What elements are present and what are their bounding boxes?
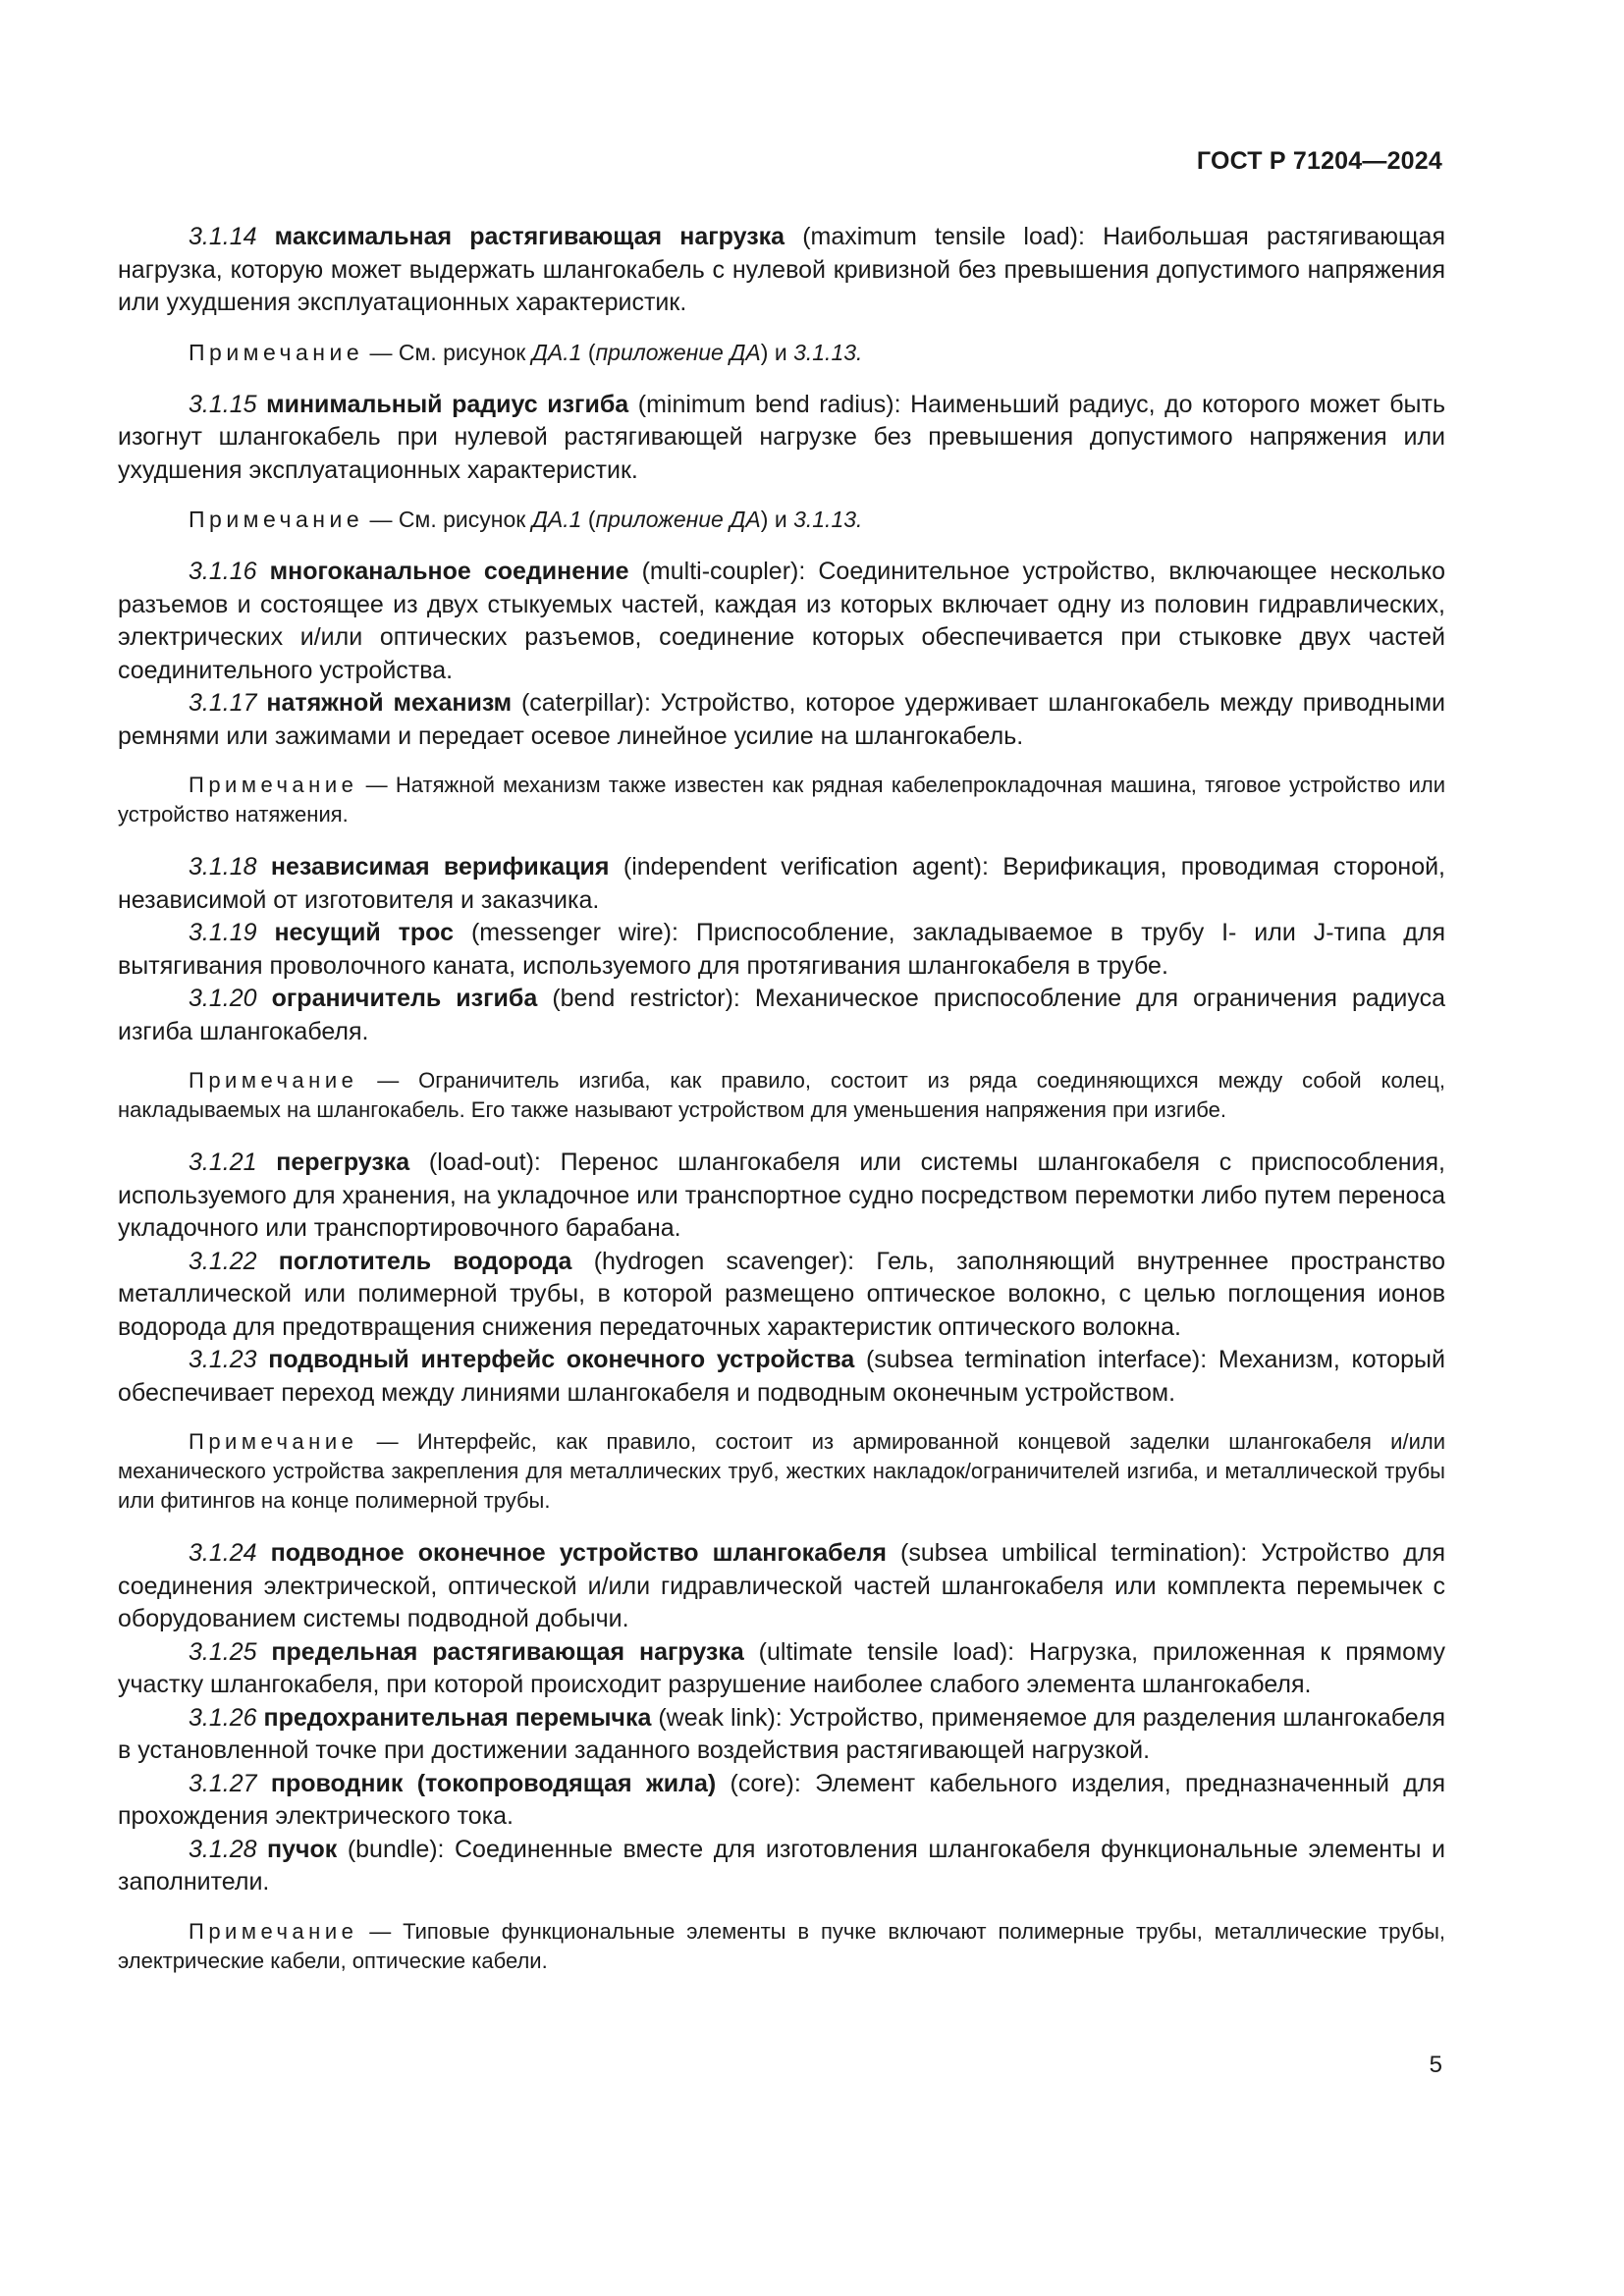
- term-3-1-19: [118, 917, 1445, 983]
- note-text: ) и: [760, 339, 794, 365]
- term-definition: (bend restrictor): Механическое приспособление для ограничения радиуса изгиба шлангокабеля.: [118, 985, 1445, 1045]
- term-number: 3.1.25: [189, 1637, 257, 1666]
- note-dash: —: [357, 1429, 417, 1454]
- note-label: Примечание: [189, 1068, 358, 1093]
- term-number: 3.1.17: [189, 689, 257, 717]
- note-label: Примечание: [189, 507, 364, 532]
- term-name: предельная растягивающая нагрузка: [271, 1637, 744, 1666]
- term-number: 3.1.27: [189, 1769, 257, 1797]
- term-number: 3.1.19: [189, 919, 257, 946]
- term-number: 3.1.15: [189, 390, 257, 418]
- term-number: 3.1.28: [189, 1835, 257, 1863]
- note-text: (: [581, 339, 596, 365]
- term-definition: (hydrogen scavenger): Гель, заполняющий внутреннее пространство металлической или полимерной трубы, в которой размещено оптическое волокно, с целью поглощения ионов водорода для предотвращения снижения передаточных характеристик оптического волокна.: [118, 1247, 1445, 1341]
- note-dash: —: [363, 339, 399, 365]
- term-3-1-15: [118, 389, 1445, 488]
- term-number: 3.1.22: [189, 1247, 257, 1275]
- term-name: поглотитель водорода: [278, 1247, 572, 1275]
- note-dash: —: [357, 1918, 404, 1944]
- term-definition: (caterpillar): Устройство, которое удерживает шлангокабель между приводными ремнями или зажимами и передает осевое линейное усилие на шлангокабель.: [118, 689, 1445, 750]
- clause-reference: 3.1.13.: [793, 507, 863, 532]
- term-3-1-14: [118, 221, 1445, 320]
- annex-reference: приложение ДА: [595, 507, 761, 532]
- note-text: Натяжной механизм также известен как рядная кабелепрокладочная машина, тяговое устройство или устройство натяжения.: [118, 773, 1446, 827]
- term-definition: (maximum tensile load): Наибольшая растягивающая нагрузка, которую может выдержать шлангокабель с нулевой кривизной без превышения допустимого напряжения или ухудшения эксплуатационных характеристик.: [118, 223, 1445, 316]
- term-name: подводный интерфейс оконечного устройства: [268, 1346, 855, 1373]
- term-definition: (weak link): Устройство, применяемое для разделения шлангокабеля в установленной точке при достижении заданного воздействия растягивающей нагрузкой.: [118, 1703, 1446, 1764]
- clause-reference: 3.1.13.: [793, 339, 863, 365]
- note-3-1-17: [118, 771, 1445, 829]
- note-text: Ограничитель изгиба, как правило, состоит из ряда соединяющихся между собой колец, накладываемых на шлангокабель. Его также называют устройством для уменьшения напряжения при изгибе.: [118, 1068, 1445, 1122]
- note-3-1-15: [118, 505, 1445, 534]
- term-number: 3.1.24: [189, 1539, 257, 1567]
- term-number: 3.1.20: [189, 985, 257, 1012]
- term-3-1-17: [118, 687, 1445, 753]
- term-name: ограничитель изгиба: [271, 985, 538, 1012]
- term-name: несущий трос: [274, 919, 455, 946]
- term-number: 3.1.26: [189, 1703, 257, 1732]
- term-definition: (messenger wire): Приспособление, закладываемое в трубу I- или J-типа для вытягивания проволочного каната, используемого для протягивания шлангокабеля в трубе.: [118, 919, 1446, 980]
- term-number: 3.1.18: [189, 853, 257, 881]
- term-number: 3.1.21: [189, 1148, 257, 1176]
- note-3-1-28: [118, 1917, 1445, 1976]
- term-3-1-21: [118, 1147, 1445, 1246]
- term-number: 3.1.23: [189, 1346, 257, 1373]
- term-name: натяжной механизм: [266, 689, 513, 717]
- term-name: многоканальное соединение: [269, 558, 629, 585]
- note-text: Интерфейс, как правило, состоит из армированной концевой заделки шлангокабеля и/или механического устройства закрепления для металлических труб, жестких накладок/ограничителей изгиба, и металлической трубы или фитингов на конце полимерной трубы.: [118, 1429, 1445, 1513]
- term-definition: (subsea umbilical termination): Устройство для соединения электрической, оптической и/или гидравлической частей шлангокабеля или комплекта перемычек с оборудованием системы подводной добычи.: [118, 1539, 1445, 1632]
- note-dash: —: [363, 507, 399, 532]
- term-3-1-25: [118, 1636, 1445, 1702]
- term-3-1-24: [118, 1537, 1445, 1636]
- term-definition: (independent verification agent): Верификация, проводимая стороной, независимой от изготовителя и заказчика.: [118, 853, 1446, 914]
- term-3-1-20: [118, 983, 1445, 1048]
- note-3-1-23: [118, 1427, 1445, 1516]
- page-number: 5: [1429, 2052, 1442, 2078]
- note-text: Типовые функциональные элементы в пучке включают полимерные трубы, металлические трубы, электрические кабели, оптические кабели.: [118, 1918, 1445, 1973]
- note-label: Примечание: [189, 1918, 358, 1944]
- term-3-1-22: [118, 1246, 1445, 1345]
- term-definition: (ultimate tensile load): Нагрузка, приложенная к прямому участку шлангокабеля, при которой происходит разрушение наиболее слабого элемента шлангокабеля.: [118, 1637, 1445, 1698]
- term-3-1-23: [118, 1344, 1445, 1410]
- annex-reference: приложение ДА: [595, 339, 761, 365]
- note-label: Примечание: [189, 1429, 358, 1454]
- term-name: независимая верификация: [270, 853, 610, 881]
- term-definition: (minimum bend radius): Наименьший радиус, до которого может быть изогнут шлангокабель при нулевой растягивающей нагрузке без превышения допустимого напряжения или ухудшения эксплуатационных характеристик.: [118, 390, 1445, 484]
- term-name: проводник (токопроводящая жила): [270, 1769, 717, 1797]
- term-definition: (core): Элемент кабельного изделия, предназначенный для прохождения электрического тока.: [118, 1769, 1445, 1830]
- note-text: ) и: [760, 507, 794, 532]
- note-dash: —: [357, 773, 396, 797]
- term-3-1-18: [118, 851, 1445, 917]
- term-definition: (subsea termination interface): Механизм, который обеспечивает переход между линиями шлангокабеля и подводным оконечным устройством.: [118, 1346, 1445, 1407]
- term-definition: (multi-coupler): Соединительное устройство, включающее несколько разъемов и состоящее из двух стыкуемых частей, каждая из которых включает одну из половин гидравлических, электрических и/или оптических разъемов, соединение которых обеспечивается при стыковке двух частей соединительного устройства.: [118, 558, 1445, 684]
- term-name: перегрузка: [276, 1148, 410, 1176]
- term-definition: (load-out): Перенос шлангокабеля или системы шлангокабеля с приспособления, используемого для хранения, на укладочное или транспортное судно посредством перемотки либо путем переноса укладочного или транспортировочного барабана.: [118, 1148, 1445, 1242]
- term-number: 3.1.14: [189, 223, 257, 250]
- figure-reference: ДА.1: [531, 339, 582, 365]
- term-number: 3.1.16: [189, 558, 257, 585]
- note-3-1-20: [118, 1066, 1445, 1125]
- note-text: (: [581, 507, 596, 532]
- figure-reference: ДА.1: [531, 507, 582, 532]
- term-3-1-16: [118, 556, 1445, 687]
- term-definition: (bundle): Соединенные вместе для изготовления шлангокабеля функциональные элементы и заполнители.: [118, 1835, 1445, 1896]
- document-body: [118, 221, 1445, 1976]
- term-3-1-26: [118, 1702, 1445, 1768]
- document-code-header: ГОСТ Р 71204—2024: [1196, 147, 1442, 175]
- note-3-1-14: [118, 338, 1445, 367]
- term-3-1-27: [118, 1768, 1445, 1834]
- term-name: максимальная растягивающая нагрузка: [274, 223, 785, 250]
- term-3-1-28: [118, 1834, 1445, 1899]
- note-text: См. рисунок: [398, 339, 532, 365]
- note-label: Примечание: [189, 339, 364, 365]
- note-label: Примечание: [189, 773, 358, 797]
- note-text: См. рисунок: [398, 507, 532, 532]
- note-dash: —: [357, 1068, 419, 1093]
- term-name: минимальный радиус изгиба: [266, 390, 629, 418]
- term-name: предохранительная перемычка: [263, 1703, 652, 1732]
- term-name: подводное оконечное устройство шлангокабеля: [270, 1539, 887, 1567]
- term-name: пучок: [267, 1835, 338, 1863]
